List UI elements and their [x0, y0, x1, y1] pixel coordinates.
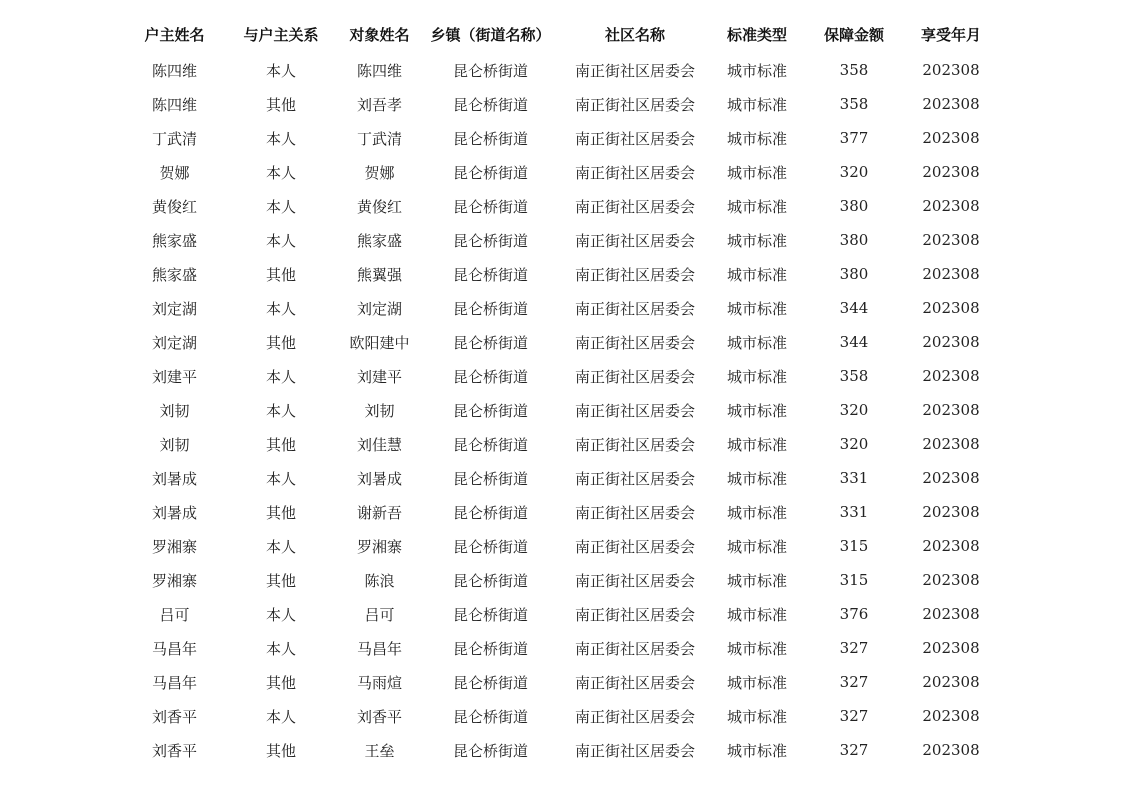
cell-householder-name: 刘定湖: [151, 299, 197, 318]
cell-relationship: 本人: [265, 639, 296, 658]
cell-recipient-name: 贺娜: [364, 163, 395, 182]
header-amount: 保障金额: [823, 25, 884, 44]
cell-standard-type: 城市标准: [726, 741, 787, 760]
cell-relationship: 其他: [265, 571, 296, 590]
cell-standard-type: 城市标准: [726, 605, 787, 624]
cell-recipient-name: 刘香平: [356, 707, 402, 726]
cell-amount: 380: [839, 197, 869, 215]
cell-recipient-name: 马雨煊: [356, 673, 402, 692]
table-row: [118, 53, 991, 87]
table-row: [118, 189, 991, 223]
cell-standard-type: 城市标准: [726, 61, 787, 80]
cell-period: 202308: [922, 367, 980, 385]
cell-community: 南正街社区居委会: [574, 469, 695, 488]
cell-householder-name: 刘香平: [151, 707, 197, 726]
cell-standard-type: 城市标准: [726, 265, 787, 284]
table-row: [118, 223, 991, 257]
cell-householder-name: 马昌年: [151, 673, 197, 692]
cell-recipient-name: 吕可: [364, 605, 395, 624]
table-row: [118, 699, 991, 733]
header-row: [118, 15, 991, 53]
cell-amount: 331: [839, 469, 869, 487]
cell-recipient-name: 刘建平: [356, 367, 402, 386]
cell-amount: 320: [839, 163, 869, 181]
cell-relationship: 其他: [265, 333, 296, 352]
header-period: 享受年月: [920, 25, 981, 44]
cell-householder-name: 刘暑成: [151, 503, 197, 522]
cell-relationship: 本人: [265, 61, 296, 80]
cell-standard-type: 城市标准: [726, 469, 787, 488]
header-standard-type: 标准类型: [726, 25, 787, 44]
table-row: [118, 733, 991, 767]
cell-period: 202308: [922, 265, 980, 283]
cell-recipient-name: 马昌年: [356, 639, 402, 658]
cell-amount: 358: [839, 367, 869, 385]
cell-standard-type: 城市标准: [726, 367, 787, 386]
table-row: [118, 631, 991, 665]
cell-period: 202308: [922, 537, 980, 555]
cell-standard-type: 城市标准: [726, 571, 787, 590]
cell-township: 昆仑桥街道: [452, 299, 528, 318]
cell-recipient-name: 丁武清: [356, 129, 402, 148]
cell-standard-type: 城市标准: [726, 673, 787, 692]
cell-relationship: 本人: [265, 707, 296, 726]
cell-recipient-name: 熊家盛: [356, 231, 402, 250]
table-row: [118, 597, 991, 631]
header-community: 社区名称: [604, 25, 665, 44]
cell-township: 昆仑桥街道: [452, 265, 528, 284]
cell-community: 南正街社区居委会: [574, 333, 695, 352]
cell-community: 南正街社区居委会: [574, 129, 695, 148]
cell-township: 昆仑桥街道: [452, 197, 528, 216]
cell-recipient-name: 刘佳慧: [356, 435, 402, 454]
cell-period: 202308: [922, 469, 980, 487]
cell-standard-type: 城市标准: [726, 163, 787, 182]
table-row: [118, 495, 991, 529]
cell-township: 昆仑桥街道: [452, 95, 528, 114]
cell-householder-name: 贺娜: [159, 163, 190, 182]
cell-township: 昆仑桥街道: [452, 469, 528, 488]
cell-amount: 344: [839, 299, 869, 317]
cell-community: 南正街社区居委会: [574, 741, 695, 760]
cell-community: 南正街社区居委会: [574, 639, 695, 658]
cell-householder-name: 刘建平: [151, 367, 197, 386]
cell-township: 昆仑桥街道: [452, 503, 528, 522]
cell-relationship: 本人: [265, 469, 296, 488]
cell-householder-name: 刘韧: [159, 401, 190, 420]
cell-community: 南正街社区居委会: [574, 299, 695, 318]
cell-community: 南正街社区居委会: [574, 707, 695, 726]
cell-period: 202308: [922, 741, 980, 759]
cell-standard-type: 城市标准: [726, 435, 787, 454]
cell-community: 南正街社区居委会: [574, 197, 695, 216]
cell-township: 昆仑桥街道: [452, 129, 528, 148]
cell-amount: 331: [839, 503, 869, 521]
cell-amount: 315: [839, 537, 869, 555]
cell-community: 南正街社区居委会: [574, 231, 695, 250]
cell-community: 南正街社区居委会: [574, 537, 695, 556]
cell-community: 南正街社区居委会: [574, 265, 695, 284]
cell-householder-name: 刘暑成: [151, 469, 197, 488]
cell-township: 昆仑桥街道: [452, 401, 528, 420]
cell-recipient-name: 欧阳建中: [349, 333, 410, 352]
cell-householder-name: 刘韧: [159, 435, 190, 454]
cell-standard-type: 城市标准: [726, 231, 787, 250]
assistance-roster-table: [118, 15, 991, 767]
cell-householder-name: 熊家盛: [151, 231, 197, 250]
cell-recipient-name: 刘暑成: [356, 469, 402, 488]
cell-period: 202308: [922, 571, 980, 589]
cell-relationship: 本人: [265, 231, 296, 250]
cell-amount: 376: [839, 605, 869, 623]
table-row: [118, 563, 991, 597]
cell-township: 昆仑桥街道: [452, 333, 528, 352]
table-row: [118, 359, 991, 393]
table-row: [118, 121, 991, 155]
cell-period: 202308: [922, 503, 980, 521]
cell-recipient-name: 黄俊红: [356, 197, 402, 216]
cell-recipient-name: 刘韧: [364, 401, 395, 420]
table-row: [118, 155, 991, 189]
cell-community: 南正街社区居委会: [574, 163, 695, 182]
cell-township: 昆仑桥街道: [452, 741, 528, 760]
cell-township: 昆仑桥街道: [452, 367, 528, 386]
cell-relationship: 其他: [265, 265, 296, 284]
cell-householder-name: 刘香平: [151, 741, 197, 760]
cell-householder-name: 丁武清: [151, 129, 197, 148]
cell-recipient-name: 罗湘寨: [356, 537, 402, 556]
cell-township: 昆仑桥街道: [452, 673, 528, 692]
cell-period: 202308: [922, 95, 980, 113]
cell-standard-type: 城市标准: [726, 333, 787, 352]
cell-recipient-name: 刘吾孝: [356, 95, 402, 114]
cell-township: 昆仑桥街道: [452, 163, 528, 182]
cell-township: 昆仑桥街道: [452, 639, 528, 658]
cell-period: 202308: [922, 163, 980, 181]
cell-period: 202308: [922, 333, 980, 351]
cell-householder-name: 陈四维: [151, 95, 197, 114]
table-row: [118, 325, 991, 359]
cell-relationship: 本人: [265, 163, 296, 182]
table-header: [118, 15, 991, 53]
cell-relationship: 本人: [265, 197, 296, 216]
cell-relationship: 其他: [265, 95, 296, 114]
cell-amount: 315: [839, 571, 869, 589]
cell-township: 昆仑桥街道: [452, 707, 528, 726]
table-row: [118, 461, 991, 495]
cell-amount: 327: [839, 673, 869, 691]
cell-amount: 327: [839, 707, 869, 725]
cell-period: 202308: [922, 401, 980, 419]
header-recipient-name: 对象姓名: [349, 25, 410, 44]
cell-standard-type: 城市标准: [726, 639, 787, 658]
cell-period: 202308: [922, 605, 980, 623]
cell-community: 南正街社区居委会: [574, 95, 695, 114]
cell-amount: 320: [839, 435, 869, 453]
cell-relationship: 其他: [265, 503, 296, 522]
cell-standard-type: 城市标准: [726, 197, 787, 216]
cell-relationship: 本人: [265, 299, 296, 318]
header-township: 乡镇（街道名称）: [430, 25, 551, 44]
cell-relationship: 本人: [265, 129, 296, 148]
cell-amount: 380: [839, 265, 869, 283]
table-body: [118, 53, 991, 767]
cell-standard-type: 城市标准: [726, 503, 787, 522]
cell-recipient-name: 刘定湖: [356, 299, 402, 318]
cell-standard-type: 城市标准: [726, 537, 787, 556]
cell-township: 昆仑桥街道: [452, 537, 528, 556]
cell-relationship: 本人: [265, 401, 296, 420]
cell-householder-name: 罗湘寨: [151, 537, 197, 556]
cell-amount: 380: [839, 231, 869, 249]
cell-relationship: 本人: [265, 367, 296, 386]
table-row: [118, 87, 991, 121]
cell-community: 南正街社区居委会: [574, 503, 695, 522]
cell-period: 202308: [922, 707, 980, 725]
cell-period: 202308: [922, 197, 980, 215]
cell-recipient-name: 王垒: [364, 741, 395, 760]
table-row: [118, 257, 991, 291]
cell-householder-name: 黄俊红: [151, 197, 197, 216]
cell-recipient-name: 熊翼强: [356, 265, 402, 284]
header-householder-name: 户主姓名: [144, 25, 205, 44]
cell-standard-type: 城市标准: [726, 401, 787, 420]
cell-householder-name: 陈四维: [151, 61, 197, 80]
cell-community: 南正街社区居委会: [574, 367, 695, 386]
cell-amount: 327: [839, 741, 869, 759]
cell-relationship: 其他: [265, 741, 296, 760]
cell-householder-name: 吕可: [159, 605, 190, 624]
cell-period: 202308: [922, 231, 980, 249]
cell-community: 南正街社区居委会: [574, 61, 695, 80]
cell-amount: 344: [839, 333, 869, 351]
table-row: [118, 291, 991, 325]
cell-relationship: 其他: [265, 435, 296, 454]
cell-standard-type: 城市标准: [726, 299, 787, 318]
cell-standard-type: 城市标准: [726, 129, 787, 148]
table-row: [118, 665, 991, 699]
table-row: [118, 427, 991, 461]
cell-township: 昆仑桥街道: [452, 231, 528, 250]
cell-township: 昆仑桥街道: [452, 571, 528, 590]
cell-amount: 320: [839, 401, 869, 419]
cell-community: 南正街社区居委会: [574, 673, 695, 692]
cell-community: 南正街社区居委会: [574, 435, 695, 454]
cell-amount: 377: [839, 129, 869, 147]
header-relationship: 与户主关系: [243, 25, 319, 44]
cell-householder-name: 马昌年: [151, 639, 197, 658]
cell-amount: 327: [839, 639, 869, 657]
cell-community: 南正街社区居委会: [574, 571, 695, 590]
table-row: [118, 529, 991, 563]
cell-amount: 358: [839, 95, 869, 113]
cell-amount: 358: [839, 61, 869, 79]
cell-recipient-name: 谢新吾: [356, 503, 402, 522]
cell-recipient-name: 陈浪: [364, 571, 395, 590]
cell-period: 202308: [922, 673, 980, 691]
cell-township: 昆仑桥街道: [452, 435, 528, 454]
cell-standard-type: 城市标准: [726, 707, 787, 726]
cell-township: 昆仑桥街道: [452, 605, 528, 624]
cell-householder-name: 罗湘寨: [151, 571, 197, 590]
cell-standard-type: 城市标准: [726, 95, 787, 114]
cell-period: 202308: [922, 129, 980, 147]
cell-period: 202308: [922, 639, 980, 657]
cell-period: 202308: [922, 435, 980, 453]
table-row: [118, 393, 991, 427]
cell-community: 南正街社区居委会: [574, 401, 695, 420]
cell-relationship: 本人: [265, 537, 296, 556]
cell-householder-name: 熊家盛: [151, 265, 197, 284]
cell-relationship: 本人: [265, 605, 296, 624]
cell-period: 202308: [922, 61, 980, 79]
cell-community: 南正街社区居委会: [574, 605, 695, 624]
cell-township: 昆仑桥街道: [452, 61, 528, 80]
cell-recipient-name: 陈四维: [356, 61, 402, 80]
cell-relationship: 其他: [265, 673, 296, 692]
cell-period: 202308: [922, 299, 980, 317]
cell-householder-name: 刘定湖: [151, 333, 197, 352]
